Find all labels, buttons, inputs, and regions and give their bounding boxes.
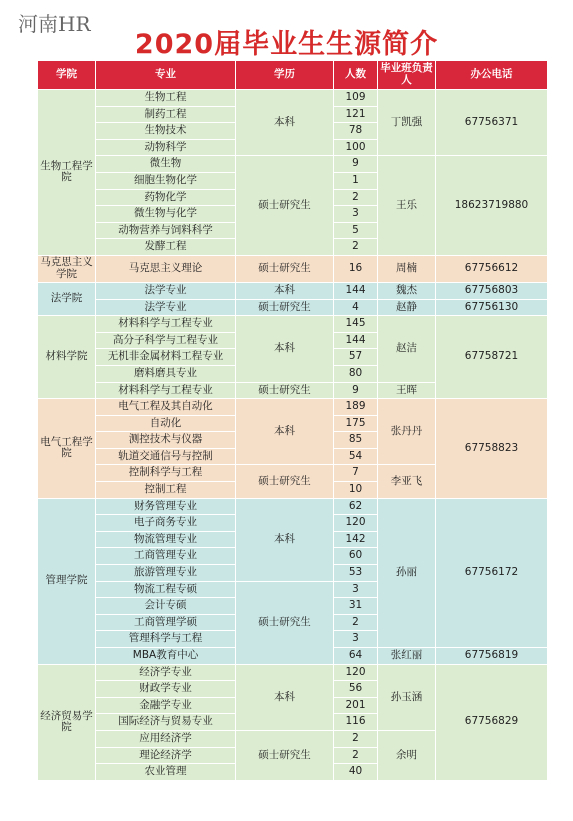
major-cell: 控制工程 [96, 482, 236, 499]
phone-cell: 67756819 [436, 648, 548, 665]
major-cell: MBA教育中心 [96, 648, 236, 665]
major-cell: 动物营养与饲料科学 [96, 222, 236, 239]
count-cell: 57 [334, 349, 378, 366]
header-phone: 办公电话 [436, 61, 548, 90]
count-cell: 3 [334, 206, 378, 223]
major-cell: 无机非金属材料工程专业 [96, 349, 236, 366]
major-cell: 经济学专业 [96, 664, 236, 681]
count-cell: 2 [334, 239, 378, 256]
count-cell: 3 [334, 581, 378, 598]
degree-cell: 硕士研究生 [236, 255, 334, 282]
count-cell: 201 [334, 697, 378, 714]
contact-cell: 王晖 [378, 382, 436, 399]
degree-cell: 本科 [236, 90, 334, 156]
major-cell: 测控技术与仪器 [96, 432, 236, 449]
count-cell: 62 [334, 498, 378, 515]
count-cell: 80 [334, 365, 378, 382]
contact-cell: 赵静 [378, 299, 436, 316]
major-cell: 国际经济与贸易专业 [96, 714, 236, 731]
count-cell: 2 [334, 747, 378, 764]
degree-cell: 硕士研究生 [236, 299, 334, 316]
count-cell: 56 [334, 681, 378, 698]
count-cell: 54 [334, 448, 378, 465]
major-cell: 物流管理专业 [96, 531, 236, 548]
major-cell: 财政学专业 [96, 681, 236, 698]
count-cell: 189 [334, 399, 378, 416]
degree-cell: 本科 [236, 498, 334, 581]
major-cell: 财务管理专业 [96, 498, 236, 515]
count-cell: 2 [334, 730, 378, 747]
page-title: 2020届毕业生生源简介 [134, 29, 439, 60]
major-cell: 理论经济学 [96, 747, 236, 764]
table-row [38, 498, 548, 515]
major-cell: 发酵工程 [96, 239, 236, 256]
count-cell: 31 [334, 598, 378, 615]
phone-cell: 67756829 [436, 664, 548, 780]
degree-cell: 硕士研究生 [236, 581, 334, 664]
college-cell: 材料学院 [38, 316, 96, 399]
major-cell: 应用经济学 [96, 730, 236, 747]
count-cell: 7 [334, 465, 378, 482]
graduate-table [37, 60, 548, 781]
count-cell: 2 [334, 189, 378, 206]
count-cell: 9 [334, 382, 378, 399]
major-cell: 微生物与化学 [96, 206, 236, 223]
table-row [38, 156, 548, 173]
degree-cell: 硕士研究生 [236, 156, 334, 256]
degree-cell: 本科 [236, 316, 334, 382]
count-cell: 53 [334, 565, 378, 582]
count-cell: 120 [334, 515, 378, 532]
degree-cell: 本科 [236, 399, 334, 465]
major-cell: 材料科学与工程专业 [96, 382, 236, 399]
contact-cell: 孙玉涵 [378, 664, 436, 730]
contact-cell: 周楠 [378, 255, 436, 282]
count-cell: 144 [334, 332, 378, 349]
major-cell: 高分子科学与工程专业 [96, 332, 236, 349]
college-cell: 法学院 [38, 282, 96, 315]
major-cell: 农业管理 [96, 764, 236, 781]
major-cell: 工商管理学硕 [96, 614, 236, 631]
count-cell: 100 [334, 139, 378, 156]
major-cell: 旅游管理专业 [96, 565, 236, 582]
college-cell: 马克思主义学院 [38, 255, 96, 282]
major-cell: 工商管理专业 [96, 548, 236, 565]
phone-cell: 67758721 [436, 316, 548, 399]
major-cell: 生物工程 [96, 90, 236, 107]
degree-cell: 硕士研究生 [236, 465, 334, 498]
contact-cell: 张丹丹 [378, 399, 436, 465]
table-row [38, 399, 548, 416]
count-cell: 175 [334, 415, 378, 432]
count-cell: 78 [334, 123, 378, 140]
count-cell: 120 [334, 664, 378, 681]
count-cell: 116 [334, 714, 378, 731]
table-row [38, 299, 548, 316]
header-degree: 学历 [236, 61, 334, 90]
college-cell: 生物工程学院 [38, 90, 96, 256]
header-major: 专业 [96, 61, 236, 90]
degree-cell: 本科 [236, 282, 334, 299]
count-cell: 3 [334, 631, 378, 648]
count-cell: 142 [334, 531, 378, 548]
contact-cell: 赵洁 [378, 316, 436, 382]
contact-cell: 孙丽 [378, 498, 436, 647]
major-cell: 材料科学与工程专业 [96, 316, 236, 333]
contact-cell: 余明 [378, 730, 436, 780]
count-cell: 60 [334, 548, 378, 565]
count-cell: 16 [334, 255, 378, 282]
header-college: 学院 [38, 61, 96, 90]
major-cell: 电子商务专业 [96, 515, 236, 532]
count-cell: 40 [334, 764, 378, 781]
major-cell: 磨料磨具专业 [96, 365, 236, 382]
phone-cell: 67756130 [436, 299, 548, 316]
major-cell: 物流工程专硕 [96, 581, 236, 598]
count-cell: 10 [334, 482, 378, 499]
header-row [38, 61, 548, 90]
degree-cell: 本科 [236, 664, 334, 730]
major-cell: 制药工程 [96, 106, 236, 123]
major-cell: 马克思主义理论 [96, 255, 236, 282]
header-contact: 毕业班负责人 [378, 61, 436, 90]
count-cell: 109 [334, 90, 378, 107]
major-cell: 管理科学与工程 [96, 631, 236, 648]
count-cell: 5 [334, 222, 378, 239]
table-row [38, 316, 548, 333]
table-row [38, 282, 548, 299]
major-cell: 电气工程及其自动化 [96, 399, 236, 416]
major-cell: 细胞生物化学 [96, 172, 236, 189]
count-cell: 64 [334, 648, 378, 665]
contact-cell: 王乐 [378, 156, 436, 256]
phone-cell: 18623719880 [436, 156, 548, 256]
major-cell: 生物技术 [96, 123, 236, 140]
major-cell: 轨道交通信号与控制 [96, 448, 236, 465]
phone-cell: 67756172 [436, 498, 548, 647]
major-cell: 法学专业 [96, 299, 236, 316]
major-cell: 药物化学 [96, 189, 236, 206]
college-cell: 管理学院 [38, 498, 96, 664]
degree-cell: 硕士研究生 [236, 382, 334, 399]
major-cell: 动物科学 [96, 139, 236, 156]
major-cell: 自动化 [96, 415, 236, 432]
major-cell: 法学专业 [96, 282, 236, 299]
major-cell: 会计专硕 [96, 598, 236, 615]
contact-cell: 张红丽 [378, 648, 436, 665]
count-cell: 1 [334, 172, 378, 189]
count-cell: 9 [334, 156, 378, 173]
count-cell: 2 [334, 614, 378, 631]
count-cell: 144 [334, 282, 378, 299]
contact-cell: 魏杰 [378, 282, 436, 299]
degree-cell: 硕士研究生 [236, 730, 334, 780]
major-cell: 金融学专业 [96, 697, 236, 714]
count-cell: 121 [334, 106, 378, 123]
phone-cell: 67756371 [436, 90, 548, 156]
header-count: 人数 [334, 61, 378, 90]
contact-cell: 李亚飞 [378, 465, 436, 498]
major-cell: 微生物 [96, 156, 236, 173]
college-cell: 电气工程学院 [38, 399, 96, 499]
count-cell: 4 [334, 299, 378, 316]
major-cell: 控制科学与工程 [96, 465, 236, 482]
phone-cell: 67758823 [436, 399, 548, 499]
contact-cell: 丁凯强 [378, 90, 436, 156]
table-row [38, 664, 548, 681]
phone-cell: 67756803 [436, 282, 548, 299]
college-cell: 经济贸易学院 [38, 664, 96, 780]
table-row [38, 90, 548, 107]
count-cell: 85 [334, 432, 378, 449]
count-cell: 145 [334, 316, 378, 333]
table-row [38, 255, 548, 282]
phone-cell: 67756612 [436, 255, 548, 282]
watermark: 河南HR [18, 12, 91, 36]
